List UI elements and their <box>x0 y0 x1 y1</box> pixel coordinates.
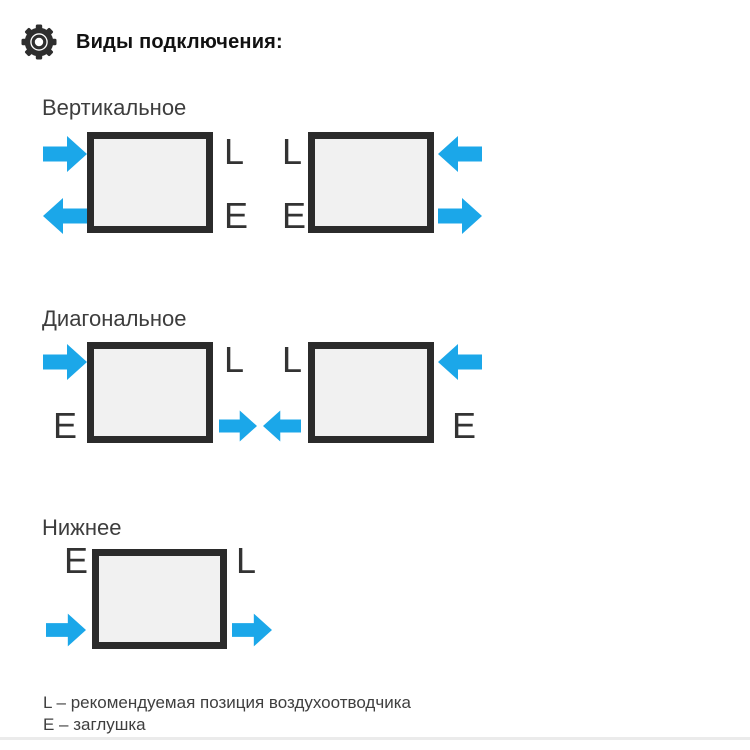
radiator-rect <box>87 342 213 443</box>
gear-icon <box>21 24 57 60</box>
port-label-e: E <box>53 405 78 446</box>
flow-arrow-right-icon <box>219 410 257 442</box>
flow-arrow-right-icon <box>438 198 482 234</box>
radiator-rect <box>92 549 227 649</box>
flow-arrow-right-icon <box>46 613 86 647</box>
section-title-vertical: Вертикальное <box>42 95 187 120</box>
page-title: Виды подключения: <box>76 31 283 53</box>
radiator-rect <box>87 132 213 233</box>
port-label-e: E <box>452 405 477 446</box>
flow-arrow-left-icon <box>438 136 482 172</box>
flow-arrow-left-icon <box>43 198 87 234</box>
radiator-rect <box>308 132 434 233</box>
flow-arrow-right-icon <box>232 613 272 647</box>
legend-line-l: L – рекомендуемая позиция воздухоотводчика <box>43 693 411 712</box>
port-label-l: L <box>282 339 303 380</box>
section-title-diagonal: Диагональное <box>42 306 187 331</box>
flow-arrow-right-icon <box>43 344 87 380</box>
port-label-e: E <box>224 195 249 236</box>
port-label-l: L <box>224 339 245 380</box>
port-label-l: L <box>236 540 257 581</box>
section-title-bottom: Нижнее <box>42 515 122 540</box>
flow-arrow-right-icon <box>43 136 87 172</box>
radiator-rect <box>308 342 434 443</box>
port-label-l: L <box>224 131 245 172</box>
port-label-e: E <box>64 540 89 581</box>
port-label-l: L <box>282 131 303 172</box>
bottom-divider <box>0 737 750 740</box>
legend-line-e: E – заглушка <box>43 715 146 734</box>
flow-arrow-left-icon <box>438 344 482 380</box>
port-label-e: E <box>282 195 307 236</box>
flow-arrow-left-icon <box>263 410 301 442</box>
